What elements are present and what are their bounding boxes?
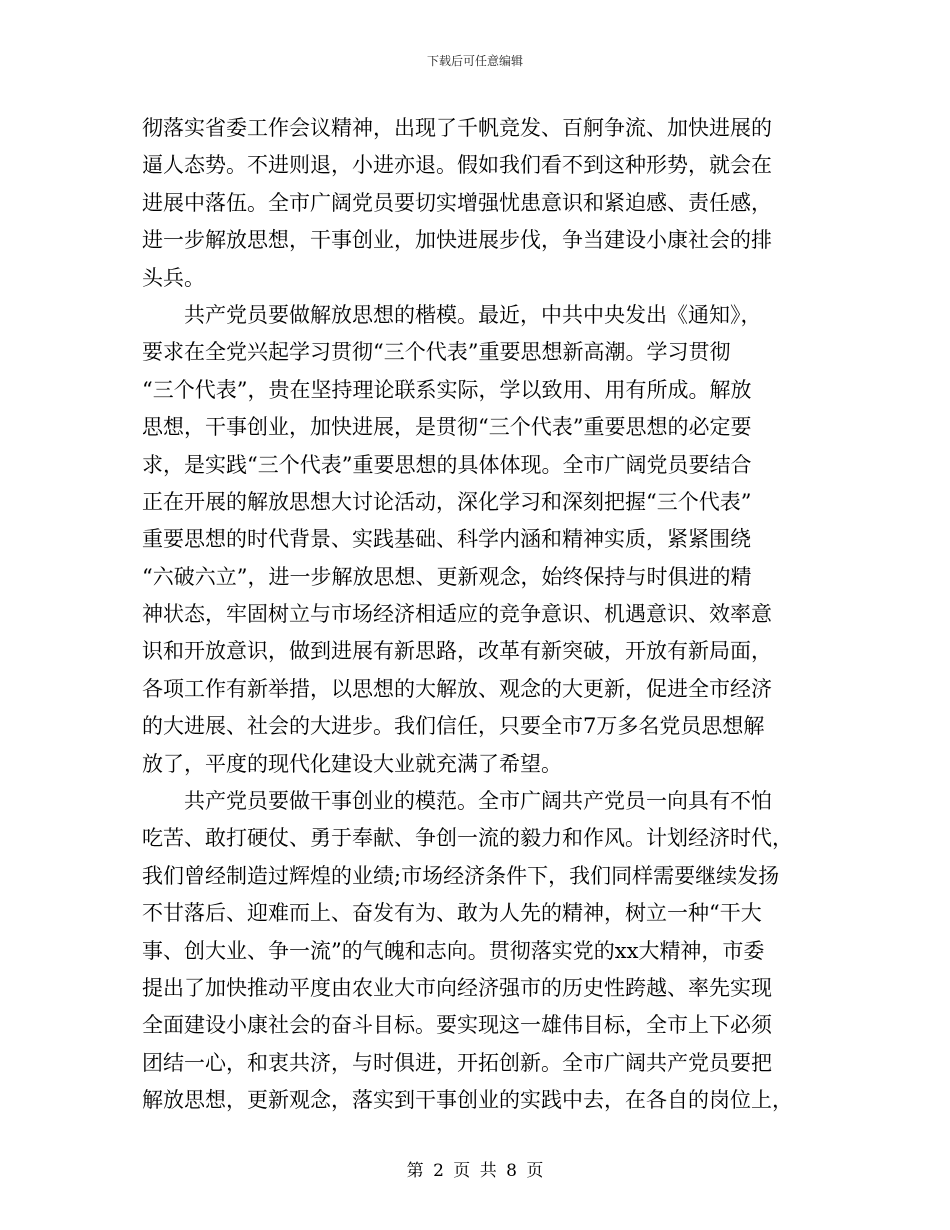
text-line: 提出了加快推动平度由农业大市向经济强市的历史性跨越、率先实现: [142, 975, 772, 1000]
text-line: “三个代表”，贵在坚持理论联系实际，学以致用、用有所成。解放: [142, 377, 752, 402]
text-line: 神状态，牢固树立与市场经济相适应的竞争意识、机遇意识、效率意: [142, 602, 772, 627]
text-line: 进展中落伍。全市广阔党员要切实增强忧患意识和紧迫感、责任感，: [142, 190, 772, 215]
text-line: 全面建设小康社会的奋斗目标。要实现这一雄伟目标，全市上下必须: [142, 1013, 772, 1038]
text-line: 各项工作有新举措，以思想的大解放、观念的大更新，促进全市经济: [142, 676, 772, 701]
text-line: 放了，平度的现代化建设大业就充满了希望。: [142, 751, 562, 776]
text-line: 求，是实践“三个代表”重要思想的具体体现。全市广阔党员要结合: [142, 452, 752, 477]
paragraph-start-line: 共产党员要做干事创业的模范。全市广阔共产党员一向具有不怕: [142, 789, 772, 814]
page-number: 第 2 页 共 8 页: [406, 1161, 544, 1181]
text-line: 解放思想，更新观念，落实到干事创业的实践中去，在各自的岗位上，: [142, 1088, 793, 1113]
text-line: 进一步解放思想，干事创业，加快进展步伐，争当建设小康社会的排: [142, 228, 772, 253]
text-line: 重要思想的时代背景、实践基础、科学内涵和精神实质，紧紧围绕: [142, 527, 751, 552]
text-line: 我们曾经制造过辉煌的业绩;市场经济条件下，我们同样需要继续发扬: [142, 863, 780, 888]
text-line: 思想，干事创业，加快进展，是贯彻“三个代表”重要思想的必定要: [142, 415, 752, 440]
text-line: 团结一心，和衷共济，与时俱进，开拓创新。全市广阔共产党员要把: [142, 1050, 772, 1075]
text-line: 彻落实省委工作会议精神，出现了千帆竞发、百舸争流、加快进展的: [142, 116, 772, 140]
paragraph-start-line: 共产党员要做解放思想的楷模。最近，中共中央发出《通知》，: [142, 302, 762, 327]
text-line: 不甘落后、迎难而上、奋发有为、敢为人先的精神，树立一种“干大: [142, 901, 762, 926]
text-line: 头兵。: [142, 265, 205, 290]
text-line: 吃苦、敢打硬仗、勇于奉献、争创一流的毅力和作风。计划经济时代，: [142, 826, 793, 851]
text-line: 要求在全党兴起学习贯彻“三个代表”重要思想新高潮。学习贯彻: [142, 340, 731, 365]
text-line: 的大进展、社会的大进步。我们信任，只要全市7万多名党员思想解: [142, 714, 765, 739]
page-header: 下载后可任意编辑: [426, 54, 523, 68]
text-line: 事、创大业、争一流”的气魄和志向。贯彻落实党的xx大精神，市委: [142, 938, 765, 963]
text-line: 正在开展的解放思想大讨论活动，深化学习和深刻把握“三个代表”: [142, 489, 752, 514]
text-line: “六破六立”，进一步解放思想、更新观念，始终保持与时俱进的精: [142, 564, 752, 589]
text-line: 识和开放意识，做到进展有新思路，改革有新突破，开放有新局面，: [142, 639, 772, 664]
text-line: 逼人态势。不进则退，小进亦退。假如我们看不到这种形势，就会在: [142, 153, 772, 178]
document-body: [142, 110, 810, 1120]
